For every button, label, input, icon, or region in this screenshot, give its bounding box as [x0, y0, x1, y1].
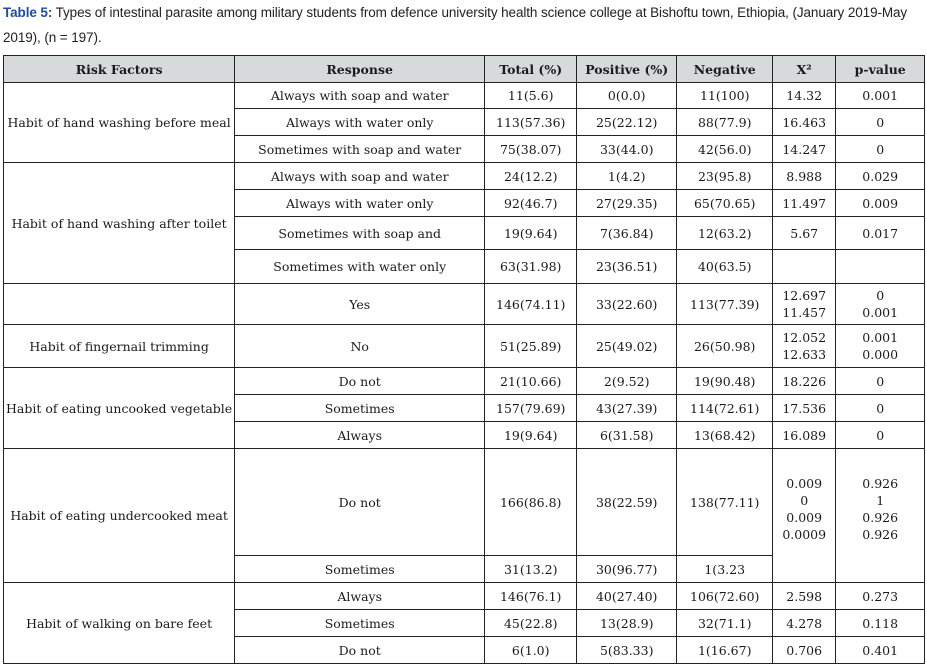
risk-factor-cell: Habit of hand washing after toilet — [4, 163, 235, 284]
chi-square-cell — [773, 325, 836, 368]
response-cell: Sometimes — [235, 556, 485, 583]
p-value-cell: 0.017 — [836, 217, 925, 250]
positive-cell: 25(22.12) — [577, 109, 677, 136]
positive-cell: 0(0.0) — [577, 83, 677, 109]
table-row — [4, 325, 925, 368]
p-value-cell: 0 — [836, 109, 925, 136]
negative-cell: 13(68.42) — [677, 422, 773, 449]
negative-cell: 19(90.48) — [677, 368, 773, 395]
chi-square-cell: 8.988 — [773, 163, 836, 190]
total-cell: 157(79.69) — [485, 395, 577, 422]
chi-square-cell: 2.598 — [773, 583, 836, 610]
p-value: 0.001 — [862, 305, 899, 320]
chi-square-value: 12.697 — [782, 288, 827, 303]
response-cell: Do not — [235, 368, 485, 395]
negative-cell: 106(72.60) — [677, 583, 773, 610]
negative-cell: 65(70.65) — [677, 190, 773, 217]
response-cell: Sometimes with soap and — [235, 217, 485, 250]
chi-square-value: 0.009 — [786, 476, 823, 491]
header-chi-square: X² — [773, 56, 836, 83]
negative-cell: 32(71.1) — [677, 610, 773, 637]
response-cell: Always with soap and water — [235, 83, 485, 109]
chi-square-cell: 14.247 — [773, 136, 836, 163]
chi-square-cell — [773, 449, 836, 583]
negative-cell: 138(77.11) — [677, 449, 773, 556]
response-cell: Always — [235, 583, 485, 610]
negative-cell: 40(63.5) — [677, 250, 773, 284]
p-value-cell — [836, 284, 925, 325]
positive-cell: 6(31.58) — [577, 422, 677, 449]
response-cell: Do not — [235, 449, 485, 556]
chi-square-cell: 16.463 — [773, 109, 836, 136]
risk-factor-cell: Habit of walking on bare feet — [4, 583, 235, 664]
total-cell: 63(31.98) — [485, 250, 577, 284]
table-row — [4, 284, 925, 325]
positive-cell: 2(9.52) — [577, 368, 677, 395]
chi-square-cell — [773, 250, 836, 284]
total-cell: 166(86.8) — [485, 449, 577, 556]
positive-cell: 40(27.40) — [577, 583, 677, 610]
chi-square-value: 12.633 — [782, 347, 827, 362]
positive-cell: 13(28.9) — [577, 610, 677, 637]
p-value: 0.926 — [862, 476, 899, 491]
chi-square-cell: 14.32 — [773, 83, 836, 109]
header-p-value: p-value — [836, 56, 925, 83]
risk-factor-cell: Habit of eating uncooked vegetable — [4, 368, 235, 449]
total-cell: 31(13.2) — [485, 556, 577, 583]
response-cell: Sometimes with soap and water — [235, 136, 485, 163]
negative-cell: 113(77.39) — [677, 284, 773, 325]
chi-square-cell: 17.536 — [773, 395, 836, 422]
header-negative: Negative — [677, 56, 773, 83]
response-cell: Yes — [235, 284, 485, 325]
caption-text: Types of intestinal parasite among military students from defence university health science college at Bishoftu town, Ethiopia, (January 2019-May 2019), (n = 197). — [3, 5, 908, 45]
total-cell: 19(9.64) — [485, 217, 577, 250]
negative-cell: 88(77.9) — [677, 109, 773, 136]
response-cell: Do not — [235, 637, 485, 664]
table-row — [4, 449, 925, 556]
caption-label: Table 5: — [3, 5, 53, 20]
risk-factor-cell: Habit of eating undercooked meat — [4, 449, 235, 583]
chi-square-value: 0 — [800, 493, 809, 508]
p-value-cell: 0.029 — [836, 163, 925, 190]
total-cell: 21(10.66) — [485, 368, 577, 395]
total-cell: 24(12.2) — [485, 163, 577, 190]
chi-square-value: 0.0009 — [782, 527, 827, 542]
total-cell: 92(46.7) — [485, 190, 577, 217]
table-caption — [3, 0, 923, 50]
response-cell: Sometimes with water only — [235, 250, 485, 284]
p-value-cell: 0.001 — [836, 83, 925, 109]
risk-factor-cell — [4, 284, 235, 325]
total-cell: 146(76.1) — [485, 583, 577, 610]
positive-cell: 43(27.39) — [577, 395, 677, 422]
positive-cell: 7(36.84) — [577, 217, 677, 250]
p-value-cell — [836, 325, 925, 368]
positive-cell: 5(83.33) — [577, 637, 677, 664]
negative-cell: 12(63.2) — [677, 217, 773, 250]
header-response: Response — [235, 56, 485, 83]
table-row — [4, 83, 925, 109]
response-cell: Always with water only — [235, 190, 485, 217]
p-value-cell — [836, 449, 925, 583]
p-value-cell: 0.273 — [836, 583, 925, 610]
p-value: 0.001 — [862, 330, 899, 345]
header-total: Total (%) — [485, 56, 577, 83]
negative-cell: 26(50.98) — [677, 325, 773, 368]
chi-square-cell: 0.706 — [773, 637, 836, 664]
total-cell: 75(38.07) — [485, 136, 577, 163]
response-cell: Sometimes — [235, 610, 485, 637]
p-value: 0.926 — [862, 510, 899, 525]
total-cell: 45(22.8) — [485, 610, 577, 637]
chi-square-cell: 16.089 — [773, 422, 836, 449]
risk-factor-cell: Habit of hand washing before meal — [4, 83, 235, 163]
response-cell: Always with water only — [235, 109, 485, 136]
header-positive: Positive (%) — [577, 56, 677, 83]
p-value-cell: 0 — [836, 395, 925, 422]
p-value-cell: 0 — [836, 136, 925, 163]
p-value: 0.000 — [862, 347, 899, 362]
p-value-cell: 0.118 — [836, 610, 925, 637]
negative-cell: 42(56.0) — [677, 136, 773, 163]
response-cell: Always — [235, 422, 485, 449]
p-value-cell — [836, 250, 925, 284]
negative-cell: 1(3.23 — [677, 556, 773, 583]
risk-factor-table — [3, 55, 925, 664]
positive-cell: 33(22.60) — [577, 284, 677, 325]
chi-square-cell — [773, 284, 836, 325]
positive-cell: 33(44.0) — [577, 136, 677, 163]
negative-cell: 11(100) — [677, 83, 773, 109]
chi-square-value: 0.009 — [786, 510, 823, 525]
p-value: 0 — [876, 288, 885, 303]
total-cell: 146(74.11) — [485, 284, 577, 325]
negative-cell: 23(95.8) — [677, 163, 773, 190]
p-value-cell: 0 — [836, 368, 925, 395]
positive-cell: 1(4.2) — [577, 163, 677, 190]
positive-cell: 25(49.02) — [577, 325, 677, 368]
table-row — [4, 368, 925, 395]
total-cell: 113(57.36) — [485, 109, 577, 136]
chi-square-cell: 4.278 — [773, 610, 836, 637]
positive-cell: 38(22.59) — [577, 449, 677, 556]
positive-cell: 30(96.77) — [577, 556, 677, 583]
p-value: 0.926 — [862, 527, 899, 542]
total-cell: 19(9.64) — [485, 422, 577, 449]
total-cell: 11(5.6) — [485, 83, 577, 109]
total-cell: 6(1.0) — [485, 637, 577, 664]
p-value-cell: 0 — [836, 422, 925, 449]
p-value: 1 — [876, 493, 885, 508]
chi-square-cell: 5.67 — [773, 217, 836, 250]
response-cell: Always with soap and water — [235, 163, 485, 190]
chi-square-value: 11.457 — [782, 305, 827, 320]
chi-square-cell: 11.497 — [773, 190, 836, 217]
negative-cell: 1(16.67) — [677, 637, 773, 664]
p-value-cell: 0.401 — [836, 637, 925, 664]
positive-cell: 27(29.35) — [577, 190, 677, 217]
response-cell: No — [235, 325, 485, 368]
positive-cell: 23(36.51) — [577, 250, 677, 284]
negative-cell: 114(72.61) — [677, 395, 773, 422]
table-row — [4, 583, 925, 610]
header-risk-factors: Risk Factors — [4, 56, 235, 83]
table-row — [4, 163, 925, 190]
total-cell: 51(25.89) — [485, 325, 577, 368]
chi-square-cell: 18.226 — [773, 368, 836, 395]
chi-square-value: 12.052 — [782, 330, 827, 345]
p-value-cell: 0.009 — [836, 190, 925, 217]
header-row — [4, 56, 925, 83]
risk-factor-cell: Habit of fingernail trimming — [4, 325, 235, 368]
response-cell: Sometimes — [235, 395, 485, 422]
